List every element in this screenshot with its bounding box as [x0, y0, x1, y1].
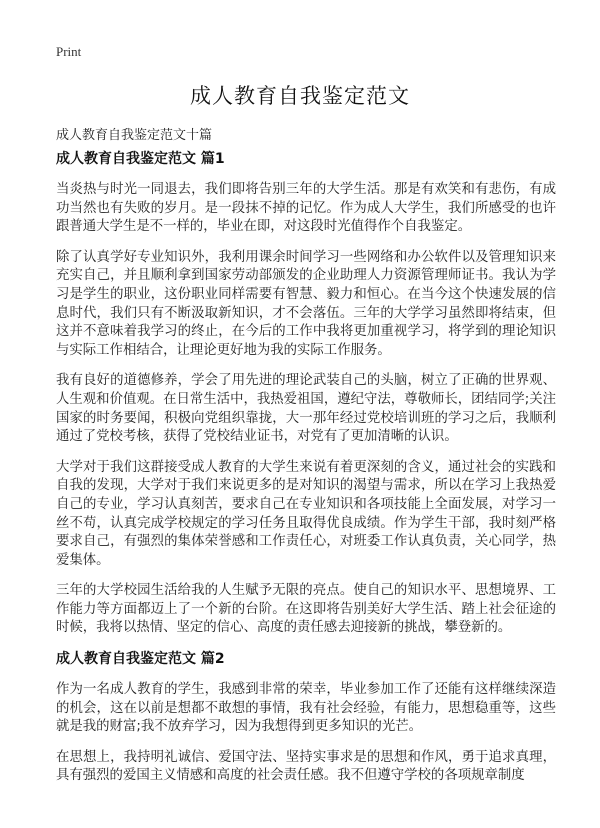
paragraph: 当炎热与时光一同退去，我们即将告别三年的大学生活。那是有欢笑和有悲伤，有成功当然也有失败的岁月。是一段抹不掉的记忆。作为成人大学生，我们所感受的也许跟普通大学生是不一样的，毕业在即，对这段时光值得作个自我鉴定。 — [56, 182, 556, 235]
print-link[interactable]: Print — [56, 44, 82, 59]
paragraph: 我有良好的道德修养，学会了用先进的理论武装自己的头脑，树立了正确的世界观、人生观和价值观。在日常生活中，我热爱祖国，遵纪守法，尊敬师长，团结同学;关注国家的时务要闻，积极向党组织靠拢，大一那年经过党校培训班的学习之后，我顺利通过了党校考核，获得了党校结业证书，对党有了更加清晰的认识。 — [56, 373, 556, 445]
paragraph: 在思想上，我持明礼诚信、爱国守法、坚持实事求是的思想和作风，勇于追求真理，具有强烈的爱国主义情感和高度的社会责任感。我不但遵守学校的各项规章制度 — [56, 749, 556, 784]
document-subtitle: 成人教育自我鉴定范文十篇 — [56, 128, 213, 143]
paragraph: 三年的大学校园生活给我的人生赋予无限的亮点。使自己的知识水平、思想境界、工作能力等方面都迈上了一个新的台阶。在这即将告别美好大学生活、踏上社会征途的时候，我将以热情、坚定的信心、高度的责任感去迎接新的挑战，攀登新的。 — [56, 583, 556, 636]
paragraph: 大学对于我们这群接受成人教育的大学生来说有着更深刻的含义，通过社会的实践和自我的发现，大学对于我们来说更多的是对知识的渴望与需求，所以在学习上我热爱自己的专业，学习认真刻苦，要求自己在专业知识和各项技能上全面发展，对学习一丝不苟，认真完成学校规定的学习任务且取得优良成绩。作为学生干部，我时刻严格要求自己，有强烈的集体荣誉感和工作责任心，对班委工作认真负责，关心同学，热爱集体。 — [56, 459, 556, 568]
section-1 — [56, 150, 556, 638]
page-title: 成人教育自我鉴定范文 — [190, 84, 410, 108]
paragraph: 除了认真学好专业知识外，我利用课余时间学习一些网络和办公软件以及管理知识来充实自己，并且顺利拿到国家劳动部颁发的企业助理人力资源管理师证书。我认为学习是学生的职业，这份职业同样需要有智慧、毅力和恒心。在当今这个快速发展的信息时代，我们只有不断汲取新知识，才不会落伍。三年的大学学习虽然即将结束，但这并不意味着我学习的终止，在今后的工作中我将更加重视学习，将学到的理论知识与实际工作相结合，让理论更好地为我的实际工作服务。 — [56, 249, 556, 358]
document-body — [56, 150, 556, 798]
paragraph: 作为一名成人教育的学生，我感到非常的荣幸，毕业参加工作了还能有这样继续深造的机会，这在以前是想都不敢想的事情，我有社会经验，有能力，思想稳重等，这些就是我的财富;我不放弃学习，因为我想得到更多知识的光芒。 — [56, 682, 556, 735]
section-2 — [56, 650, 556, 786]
section-heading: 成人教育自我鉴定范文 篇2 — [56, 651, 225, 668]
section-heading: 成人教育自我鉴定范文 篇1 — [56, 151, 225, 167]
